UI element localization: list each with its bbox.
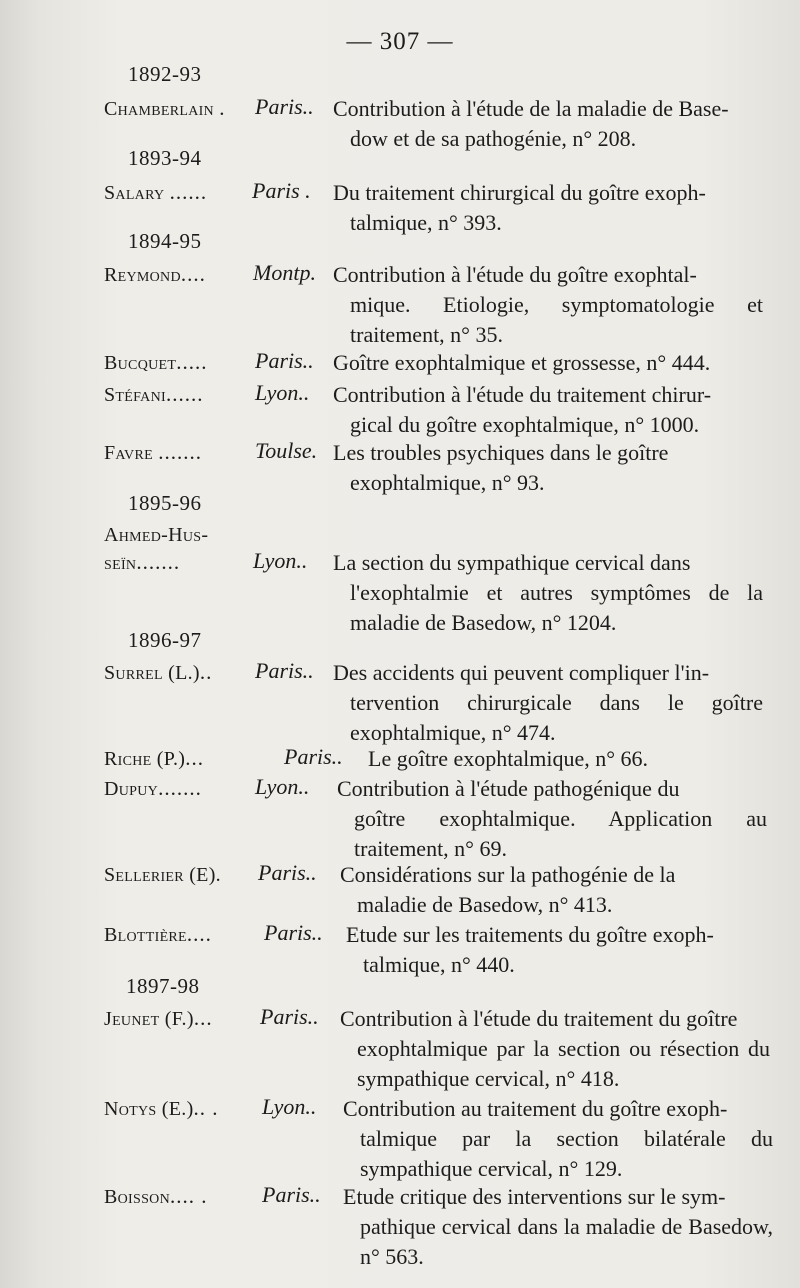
entry-title: Etude sur les traitements du goître exoph- talmique, n° 440. [346, 922, 714, 977]
entry-place: Lyon.. [255, 774, 310, 799]
entry-title: Goître exophtalmique et grossesse, n° 444. [333, 350, 711, 375]
entry-place: Paris.. [262, 1182, 321, 1207]
entry-title: Du traitement chirurgical du goître exoph- talmique, n° 393. [333, 180, 706, 235]
entry-title: Des accidents qui peuvent compliquer l'in- tervention chirurgicale dans le goître exophtalmique, n° 474. [333, 660, 763, 745]
entry-author: Riche (P.)... [104, 746, 204, 770]
entry-place: Lyon.. [255, 380, 310, 405]
entry-title: Considérations sur la pathogénie de la maladie de Basedow, n° 413. [340, 862, 676, 917]
page-number: — 307 — [346, 28, 454, 55]
entry-author: Ahmed-Hus- [104, 524, 209, 546]
entry-title: Etude critique des interventions sur le sym- pathique cervical dans la maladie de Basedow, n° 563. [343, 1184, 773, 1269]
entry-author-continued: seïn....... [104, 550, 181, 574]
entry-place: Lyon.. [262, 1094, 317, 1119]
entry-place: Paris.. [255, 658, 314, 683]
entry-title: Contribution au traitement du goître exoph- talmique par la section bilatérale du sympathique cervical, n° 129. [343, 1096, 773, 1181]
entry-place: Lyon.. [253, 548, 308, 573]
entry-author: Sellerier (E). [104, 864, 221, 886]
entry-title: La section du sympathique cervical dans l'exophtalmie et autres symptômes de la maladie de Basedow, n° 1204. [333, 550, 763, 635]
entry-author: Bucquet..... [104, 350, 208, 374]
entry-author: Favre ....... [104, 440, 202, 464]
entry-author: Blottière.... [104, 922, 212, 946]
entry-title: Les troubles psychiques dans le goître exophtalmique, n° 93. [333, 440, 669, 495]
entry-author: Jeunet (F.)... [104, 1006, 213, 1030]
year-heading: 1896-97 [128, 628, 202, 652]
entry-place: Toulse. [255, 438, 318, 463]
entry-author: Stéfani...... [104, 382, 204, 406]
year-heading: 1894-95 [128, 229, 202, 253]
year-heading: 1892-93 [128, 62, 202, 86]
entry-author: Reymond.... [104, 262, 206, 286]
entry-title: Contribution à l'étude de la maladie de Base- dow et de sa pathogénie, n° 208. [333, 96, 729, 151]
entry-author: Boisson.... . [104, 1184, 208, 1208]
entry-place: Paris.. [264, 920, 323, 945]
entry-author: Salary ...... [104, 180, 208, 204]
entry-title: Contribution à l'étude du goître exophtal- mique. Etiologie, symptomatologie et traitement, n° 35. [333, 262, 763, 347]
entry-place: Montp. [253, 260, 316, 285]
entry-place: Paris.. [255, 348, 314, 373]
entry-author: Surrel (L.).. [104, 660, 213, 684]
entry-place: Paris.. [284, 744, 343, 769]
entry-place: Paris . [252, 178, 311, 203]
entry-title: Le goître exophtalmique, n° 66. [368, 746, 649, 771]
entry-place: Paris.. [255, 94, 314, 119]
entry-title: Contribution à l'étude du traitement du goître exophtalmique par la section ou résection du sympathique cervical, n° 418. [340, 1006, 770, 1091]
entry-place: Paris.. [260, 1004, 319, 1029]
entry-title: Contribution à l'étude du traitement chirur- gical du goître exophtalmique, n° 1000. [333, 382, 712, 437]
entry-title: Contribution à l'étude pathogénique du goître exophtalmique. Application au traitement, n° 69. [337, 776, 767, 861]
entry-author: Chamberlain . [104, 96, 226, 120]
entry-author: Dupuy....... [104, 776, 202, 800]
year-heading: 1897-98 [126, 974, 200, 998]
entry-place: Paris.. [258, 860, 317, 885]
year-heading: 1893-94 [128, 146, 202, 170]
year-heading: 1895-96 [128, 491, 202, 515]
entry-author: Notys (E.).. . [104, 1096, 219, 1120]
